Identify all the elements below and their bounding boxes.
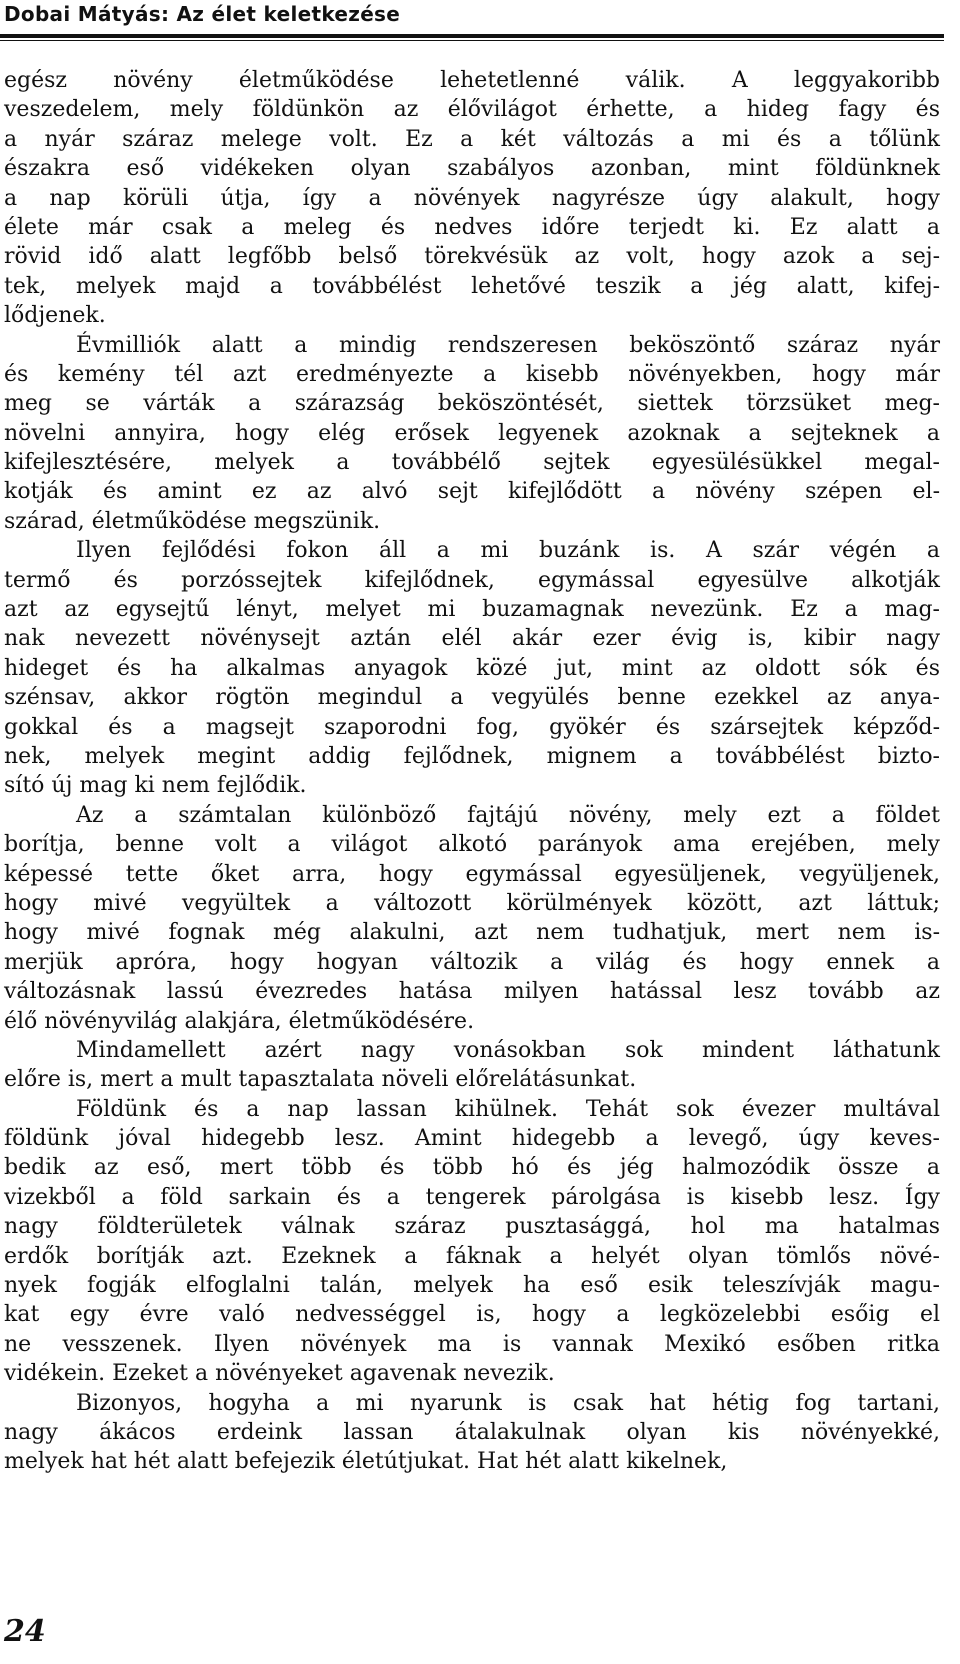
text-line: Mindamellett azért nagy vonásokban sok mindent láthatunk <box>76 1037 940 1063</box>
text-line: Évmilliók alatt a mindig rendszeresen beköszöntő száraz nyár <box>76 332 940 358</box>
paragraph <box>4 1095 940 1389</box>
text-line: nyek fogják elfoglalni talán, melyek ha eső esik teleszívják magu- <box>4 1273 940 1299</box>
text-line: vidékein. Ezeket a növényeket agavenak nevezik. <box>4 1361 555 1387</box>
text-line: sító új mag ki nem fejlődik. <box>4 773 307 799</box>
text-line: tek, melyek majd a továbbélést lehetővé teszik a jég alatt, kifej- <box>4 273 940 299</box>
text-line: szárad, életműködése megszünik. <box>4 508 381 534</box>
text-line: hogy mivé fognak még alakulni, azt nem tudhatjuk, mert nem is- <box>4 920 940 946</box>
paragraph <box>4 536 940 801</box>
text-line: bedik az eső, mert több és több hó és jég halmozódik össze a <box>4 1155 940 1181</box>
text-line: melyek hat hét alatt befejezik életútjukat. Hat hét alatt kikelnek, <box>4 1449 728 1475</box>
text-line: borítja, benne volt a világot alkotó parányok ama erejében, mely <box>4 832 940 858</box>
text-line: lődjenek. <box>4 303 106 329</box>
running-head: Dobai Mátyás: Az élet keletkezése <box>4 2 401 26</box>
text-line: nek, melyek megint addig fejlődnek, mignem a továbbélést bizto- <box>4 743 940 769</box>
text-line: élő növényvilág alakjára, életműködésére. <box>4 1008 475 1034</box>
text-line: kotják és amint ez az alvó sejt kifejlődött a növény szépen el- <box>4 479 940 505</box>
text-line: vizekből a föld sarkain és a tengerek párolgása is kisebb lesz. Így <box>4 1184 940 1210</box>
text-line: azt az egysejtű lényt, melyet mi buzamagnak nevezünk. Ez a mag- <box>4 597 940 623</box>
paragraph <box>4 66 940 331</box>
body-text <box>4 66 940 1477</box>
header-rule-thin <box>0 40 944 41</box>
text-line: élete már csak a meleg és nedves időre terjedt ki. Ez alatt a <box>4 214 940 240</box>
paragraph <box>4 1389 940 1477</box>
text-line: ne vesszenek. Ilyen növények ma is vannak Mexikó esőben ritka <box>4 1331 940 1357</box>
text-line: gokkal és a magsejt szaporodni fog, gyökér és szársejtek képződ- <box>4 714 940 740</box>
text-line: veszedelem, mely földünkön az élővilágot érhette, a hideg fagy és <box>4 97 940 123</box>
paragraph <box>4 331 940 537</box>
text-line: szénsav, akkor rögtön megindul a vegyülés benne ezekkel az anya- <box>4 685 940 711</box>
text-line: a nap körüli útja, így a növények nagyrésze úgy alakult, hogy <box>4 185 940 211</box>
text-line: kifejlesztésére, melyek a továbbélő sejtek egyesülésükkel megal- <box>4 450 940 476</box>
text-line: merjük apróra, hogy hogyan változik a világ és hogy ennek a <box>4 949 940 975</box>
paragraph <box>4 1036 940 1095</box>
text-line: és kemény tél azt eredményezte a kisebb növényekben, hogy már <box>4 361 940 387</box>
text-line: hideget és ha alkalmas anyagok közé jut, mint az oldott sók és <box>4 655 940 681</box>
text-line: nagy ákácos erdeink lassan átalakulnak olyan kis növényekké, <box>4 1419 940 1445</box>
text-line: meg se várták a szárazság beköszöntését, siettek törzsüket meg- <box>4 391 940 417</box>
text-line: a nyár száraz melege volt. Ez a két változás a mi és a tőlünk <box>4 126 940 152</box>
text-line: egész növény életműködése lehetetlenné válik. A leggyakoribb <box>4 68 940 93</box>
text-line: erdők borítják azt. Ezeknek a fáknak a helyét olyan tömlős növé- <box>4 1243 940 1269</box>
text-line: képessé tette őket arra, hogy egymással egyesüljenek, vegyüljenek, <box>4 861 940 887</box>
text-line: Az a számtalan különböző fajtájú növény, mely ezt a földet <box>76 802 940 828</box>
text-line: északra eső vidékeken olyan szabályos azonban, mint földünknek <box>4 156 940 182</box>
text-line: növelni annyira, hogy elég erősek legyenek azoknak a sejteknek a <box>4 420 940 446</box>
text-line: kat egy évre való nedvességgel is, hogy a legközelebbi esőig el <box>4 1302 940 1328</box>
text-line: termő és porzóssejtek kifejlődnek, egymással egyesülve alkotják <box>4 567 940 593</box>
text-line: hogy mivé vegyültek a változott körülmények között, azt láttuk; <box>4 890 940 916</box>
text-line: földünk jóval hidegebb lesz. Amint hidegebb a levegő, úgy keves- <box>4 1126 940 1152</box>
paragraph <box>4 801 940 1036</box>
text-line: változásnak lassú évezredes hatása milyen hatással lesz tovább az <box>4 979 940 1005</box>
page-number: 24 <box>4 1614 46 1649</box>
text-line: Földünk és a nap lassan kihülnek. Tehát sok évezer multával <box>76 1096 940 1122</box>
text-line: Ilyen fejlődési fokon áll a mi buzánk is. A szár végén a <box>76 538 940 564</box>
header-rule-thick <box>0 34 944 38</box>
text-line: Bizonyos, hogyha a mi nyarunk is csak hat hétig fog tartani, <box>76 1390 940 1416</box>
text-line: nak nevezett növénysejt aztán elél akár ezer évig is, kibir nagy <box>4 626 940 652</box>
text-line: előre is, mert a mult tapasztalata növeli előrelátásunkat. <box>4 1067 637 1093</box>
text-line: rövid idő alatt legfőbb belső törekvésük az volt, hogy azok a sej- <box>4 244 940 270</box>
text-line: nagy földterületek válnak száraz pusztasággá, hol ma hatalmas <box>4 1214 940 1240</box>
